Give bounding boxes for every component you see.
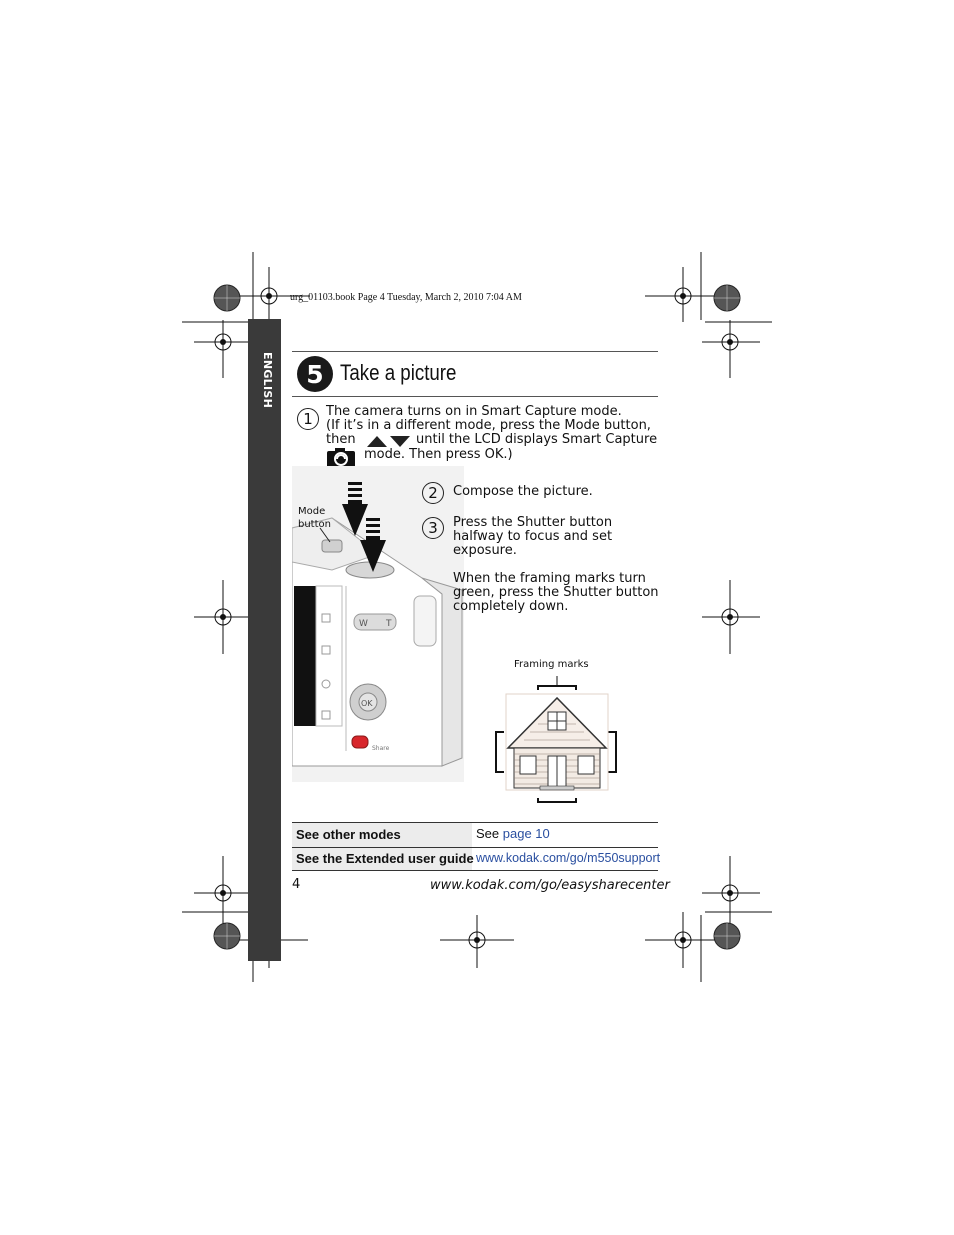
step-3-line-2: halfway to focus and set bbox=[453, 529, 613, 544]
see-extended-guide-label: See the Extended user guide bbox=[296, 851, 474, 866]
see-other-modes-label: See other modes bbox=[296, 827, 401, 842]
step-1-line-1: The camera turns on in Smart Capture mode. bbox=[326, 404, 622, 419]
print-info-header: urg_01103.book Page 4 Tuesday, March 2, 2010 7:04 AM bbox=[290, 292, 522, 303]
step-1-line-2: (If it’s in a different mode, press the Mode button, bbox=[326, 418, 651, 433]
step-3-line-6: completely down. bbox=[453, 599, 569, 614]
table-bottom-rule bbox=[292, 870, 658, 871]
heading-top-rule bbox=[292, 351, 658, 352]
step-3-line-5: green, press the Shutter button bbox=[453, 585, 659, 600]
framing-marks-label: Framing marks bbox=[514, 659, 589, 670]
page-10-link[interactable]: page 10 bbox=[502, 826, 550, 841]
step-1-line-3-end: until the LCD displays Smart Capture bbox=[416, 432, 658, 447]
step-1-line-3-start: then bbox=[326, 432, 356, 447]
zoom-t-label: T bbox=[386, 619, 392, 629]
section-number-badge: 5 bbox=[297, 356, 333, 392]
step-3-number: 3 bbox=[422, 517, 444, 539]
mode-button-label-line-2: button bbox=[298, 519, 331, 530]
language-tab-label: ENGLISH bbox=[261, 352, 274, 409]
ok-button-label: OK bbox=[361, 699, 373, 708]
step-2-number: 2 bbox=[422, 482, 444, 504]
see-other-modes-value bbox=[476, 827, 550, 841]
step-1-line-4: mode. Then press OK.) bbox=[364, 447, 513, 462]
page-title: Take a picture bbox=[340, 360, 457, 385]
heading-bottom-rule bbox=[292, 396, 658, 397]
see-prefix: See bbox=[476, 826, 503, 841]
step-1-number: 1 bbox=[297, 408, 319, 430]
framing-marks-house-illustration bbox=[490, 672, 620, 807]
mode-button-label-line-1: Mode bbox=[298, 506, 326, 517]
step-3-line-4: When the framing marks turn bbox=[453, 571, 646, 586]
extended-guide-link[interactable]: www.kodak.com/go/m550support bbox=[476, 851, 661, 865]
step-3-line-3: exposure. bbox=[453, 543, 517, 558]
step-2-text: Compose the picture. bbox=[453, 484, 593, 499]
step-3-line-1: Press the Shutter button bbox=[453, 515, 613, 530]
footer-url: www.kodak.com/go/easysharecenter bbox=[430, 878, 670, 893]
page-number: 4 bbox=[292, 877, 301, 892]
language-side-tab bbox=[248, 319, 281, 961]
share-button-label: Share bbox=[372, 745, 390, 752]
zoom-w-label: W bbox=[359, 619, 368, 629]
